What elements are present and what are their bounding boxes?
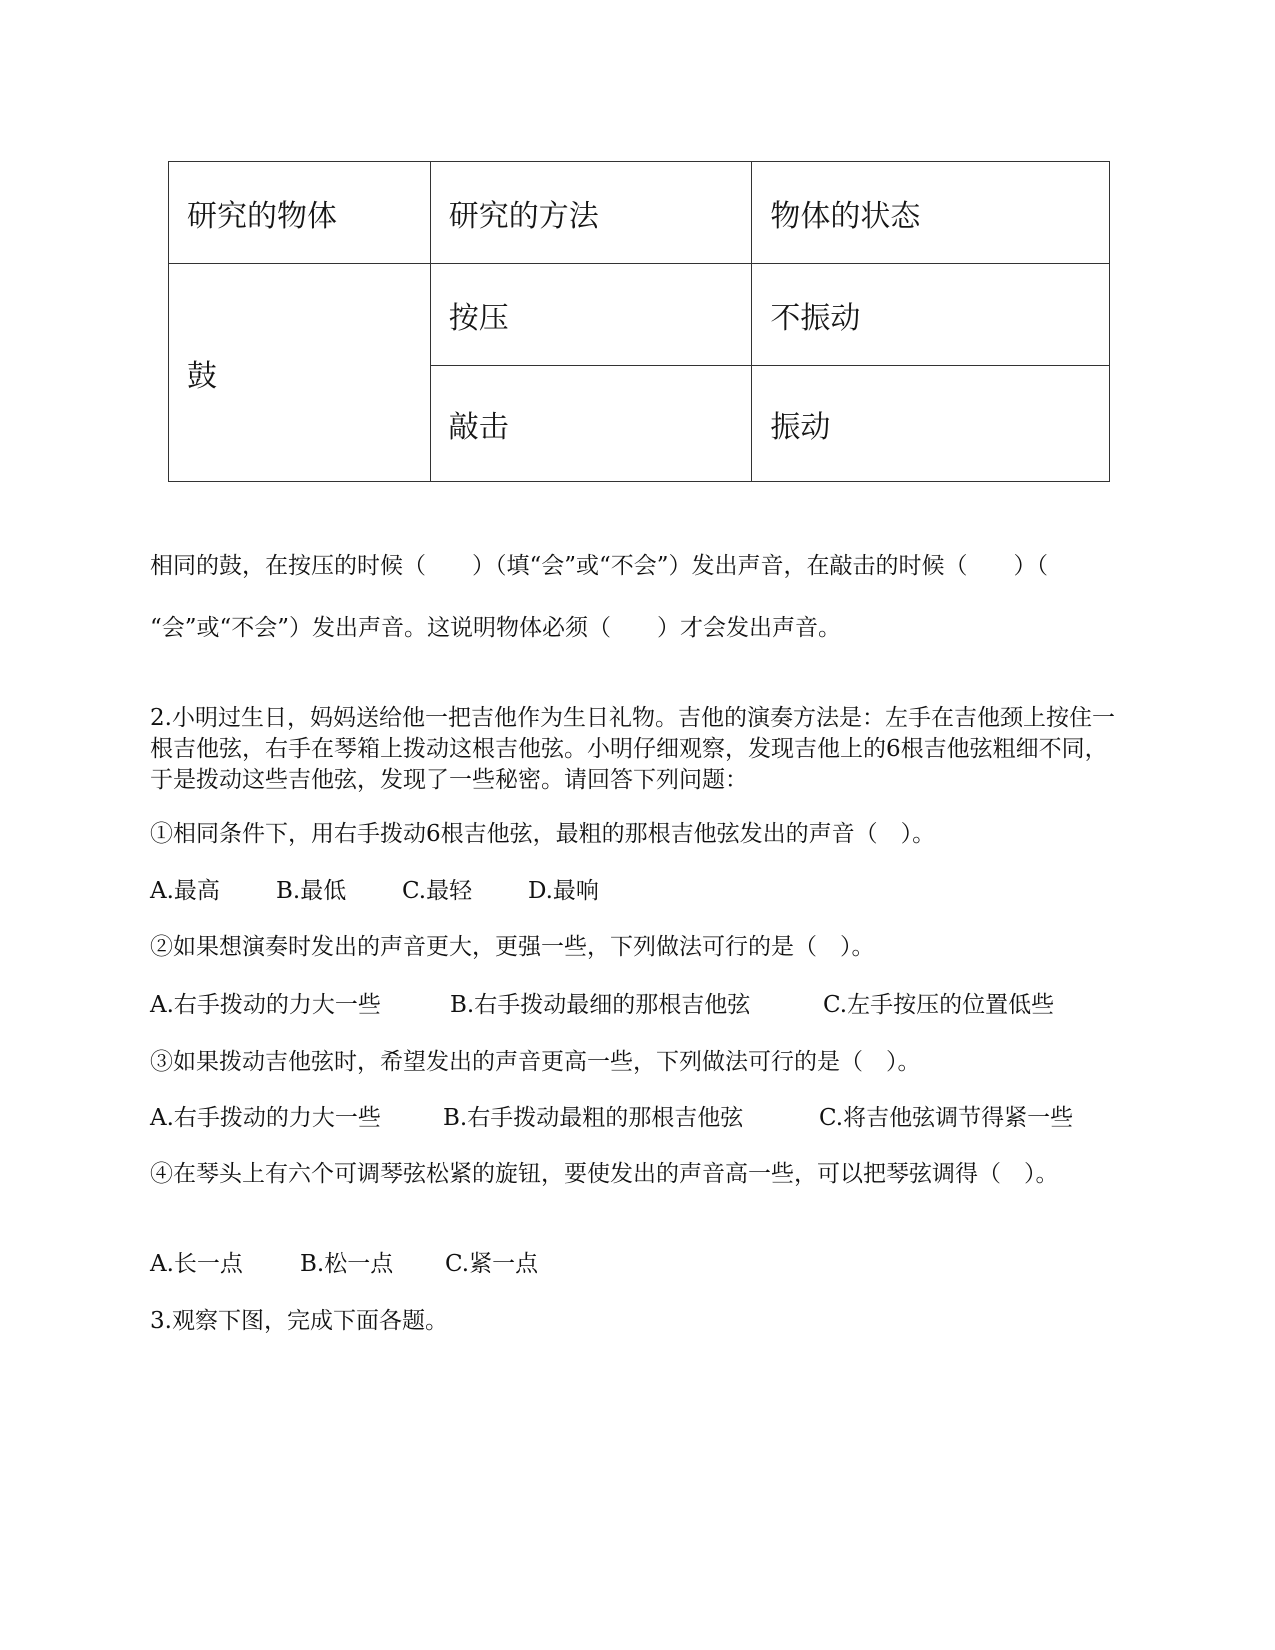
table-row <box>169 264 1110 366</box>
state-cell: 不振动 <box>752 264 1110 366</box>
option-b: B.右手拨动最细的那根吉他弦 <box>450 992 751 1018</box>
q2-sub4-question: ④在琴头上有六个可调琴弦松紧的旋钮，要使发出的声音高一些，可以把琴弦调得（ ）。 <box>150 1161 1059 1187</box>
q3-stem: 3.观察下图，完成下面各题。 <box>150 1308 448 1334</box>
header-state: 物体的状态 <box>752 162 1110 264</box>
option-b: B.松一点 <box>300 1251 394 1277</box>
option-c: C.左手按压的位置低些 <box>823 992 1055 1018</box>
option-c: C.最轻 <box>402 878 473 904</box>
q2-sub3-options <box>150 1103 1073 1133</box>
option-b: B.最低 <box>276 878 347 904</box>
q2-sub1-question: ①相同条件下，用右手拨动6根吉他弦，最粗的那根吉他弦发出的声音（ ）。 <box>150 821 936 847</box>
q2-stem: 2.小明过生日，妈妈送给他一把吉他作为生日礼物。吉他的演奏方法是：左手在吉他颈上按住一根吉他弦，右手在琴箱上拨动这根吉他弦。小明仔细观察，发现吉他上的6根吉他弦粗细不同，于是拨动这些吉他弦，发现了一些秘密。请回答下列问题： <box>150 705 1115 793</box>
experiment-table <box>168 161 1110 482</box>
q2-sub1-options <box>150 876 599 906</box>
option-b: B.右手拨动最粗的那根吉他弦 <box>443 1105 744 1131</box>
option-a: A.长一点 <box>150 1251 243 1277</box>
header-object: 研究的物体 <box>169 162 431 264</box>
q2-sub3-question: ③如果拨动吉他弦时，希望发出的声音更高一些，下列做法可行的是（ ）。 <box>150 1049 921 1075</box>
method-cell: 按压 <box>430 264 752 366</box>
q2-sub2-question: ②如果想演奏时发出的声音更大，更强一些，下列做法可行的是（ ）。 <box>150 934 875 960</box>
option-c: C.将吉他弦调节得紧一些 <box>819 1105 1074 1131</box>
object-cell: 鼓 <box>169 264 431 482</box>
option-c: C.紧一点 <box>445 1251 539 1277</box>
option-a: A.最高 <box>150 878 220 904</box>
q1-line-2: “会”或“不会”）发出声音。这说明物体必须（ ）才会发出声音。 <box>150 615 842 641</box>
q2-sub4-options <box>150 1249 538 1279</box>
option-a: A.右手拨动的力大一些 <box>150 1105 381 1131</box>
state-cell: 振动 <box>752 366 1110 482</box>
header-method: 研究的方法 <box>430 162 752 264</box>
method-cell: 敲击 <box>430 366 752 482</box>
table-header-row <box>169 162 1110 264</box>
q1-line-1: 相同的鼓，在按压的时候（ ）（填“会”或“不会”）发出声音，在敲击的时候（ ）（ <box>150 553 1049 579</box>
option-a: A.右手拨动的力大一些 <box>150 992 381 1018</box>
option-d: D.最响 <box>528 878 599 904</box>
q2-sub2-options <box>150 990 1054 1020</box>
